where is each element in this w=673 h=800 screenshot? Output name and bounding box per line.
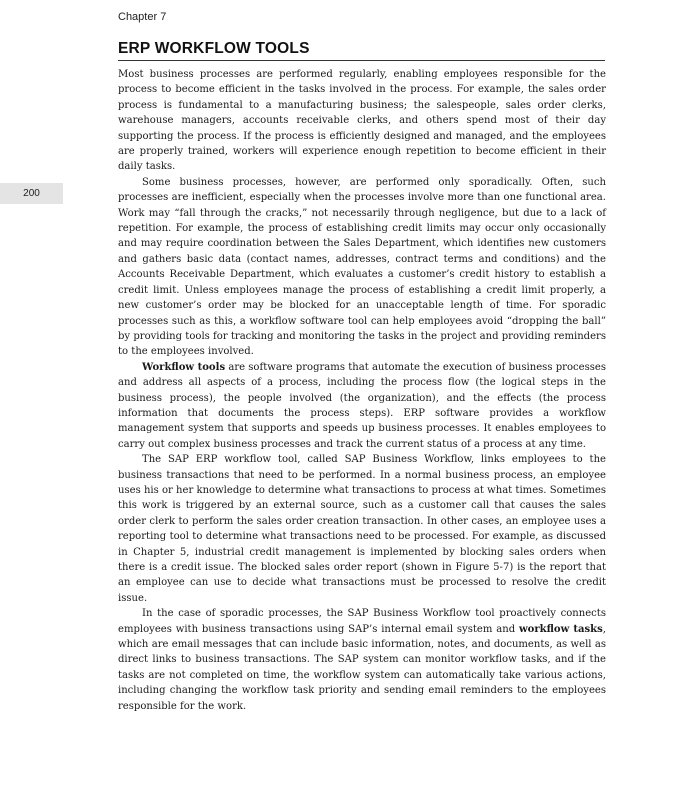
page-number: 200 xyxy=(23,188,40,199)
title-rule xyxy=(118,60,605,61)
term-workflow-tasks: workflow tasks xyxy=(518,623,603,635)
paragraph-5-text-after: , which are email messages that can include basic information, notes, and documents, as well as direct links to business transactions. The SAP system can monitor workflow tasks, and if the tasks are not completed on time, the workflow system can automatically take various actions, including changing the workflow task priority and sending email reminders to the employees responsible for the work. xyxy=(118,623,606,712)
paragraph-3 xyxy=(118,360,606,452)
chapter-label: Chapter 7 xyxy=(118,11,167,23)
paragraph-5 xyxy=(118,606,606,714)
paragraph-2: Some business processes, however, are performed only sporadically. Often, such processes are inefficient, especially when the processes involve more than one functional area. Work may “fall through the cracks,” not necessarily through negligence, but due to a lack of repetition. For example, the process of establishing credit limits may occur only occasionally and may require coordination between the Sales Department, which identifies new customers and gathers basic data (contact names, addresses, contract terms and conditions) and the Accounts Receivable Department, which evaluates a customer’s credit history to establish a credit limit. Unless employees manage the process of establishing a credit limit properly, a new customer’s order may be blocked for an unacceptable length of time. For sporadic processes such as this, a workflow software tool can help employees avoid “dropping the ball” by providing tools for tracking and monitoring the tasks in the project and providing reminders to the employees involved. xyxy=(118,176,606,358)
body-text xyxy=(118,67,606,714)
section-title: ERP WORKFLOW TOOLS xyxy=(118,40,310,57)
paragraph-3-text: are software programs that automate the execution of business processes and address all aspects of a process, including the process flow (the logical steps in the business process), the people involved (the organization), and the effects (the process information that documents the process steps). ERP software provides a workflow management system that supports and speeds up business processes. It enables employees to carry out complex business processes and track the current status of a process at any time. xyxy=(118,361,606,450)
term-workflow-tools: Workflow tools xyxy=(142,361,226,373)
paragraph-5-text-before: In the case of sporadic processes, the SAP Business Workflow tool proactively connects employees with business transactions using SAP’s internal email system and xyxy=(118,608,606,635)
paragraph-4: The SAP ERP workflow tool, called SAP Business Workflow, links employees to the business transactions that need to be performed. In a normal business process, an employee uses his or her knowledge to determine what transactions to process at what times. Sometimes this work is triggered by an external source, such as a customer call that causes the sales order clerk to perform the sales order creation transaction. In other cases, an employee uses a reporting tool to determine what transactions need to be processed. For example, as discussed in Chapter 5, industrial credit management is implemented by blocking sales orders when there is a credit issue. The blocked sales order report (shown in Figure 5-7) is the report that an employee can use to decide what transactions must be processed to resolve the credit issue. xyxy=(118,454,606,604)
paragraph-1: Most business processes are performed regularly, enabling employees responsible for the process to become efficient in the tasks involved in the process. For example, the sales order process is fundamental to a manufacturing business; the salespeople, sales order clerks, warehouse managers, accounts receivable clerks, and others spend most of their day supporting the process. If the process is efficiently designed and managed, and the employees are properly trained, workers will experience enough repetition to become efficient in their daily tasks. xyxy=(118,69,606,173)
